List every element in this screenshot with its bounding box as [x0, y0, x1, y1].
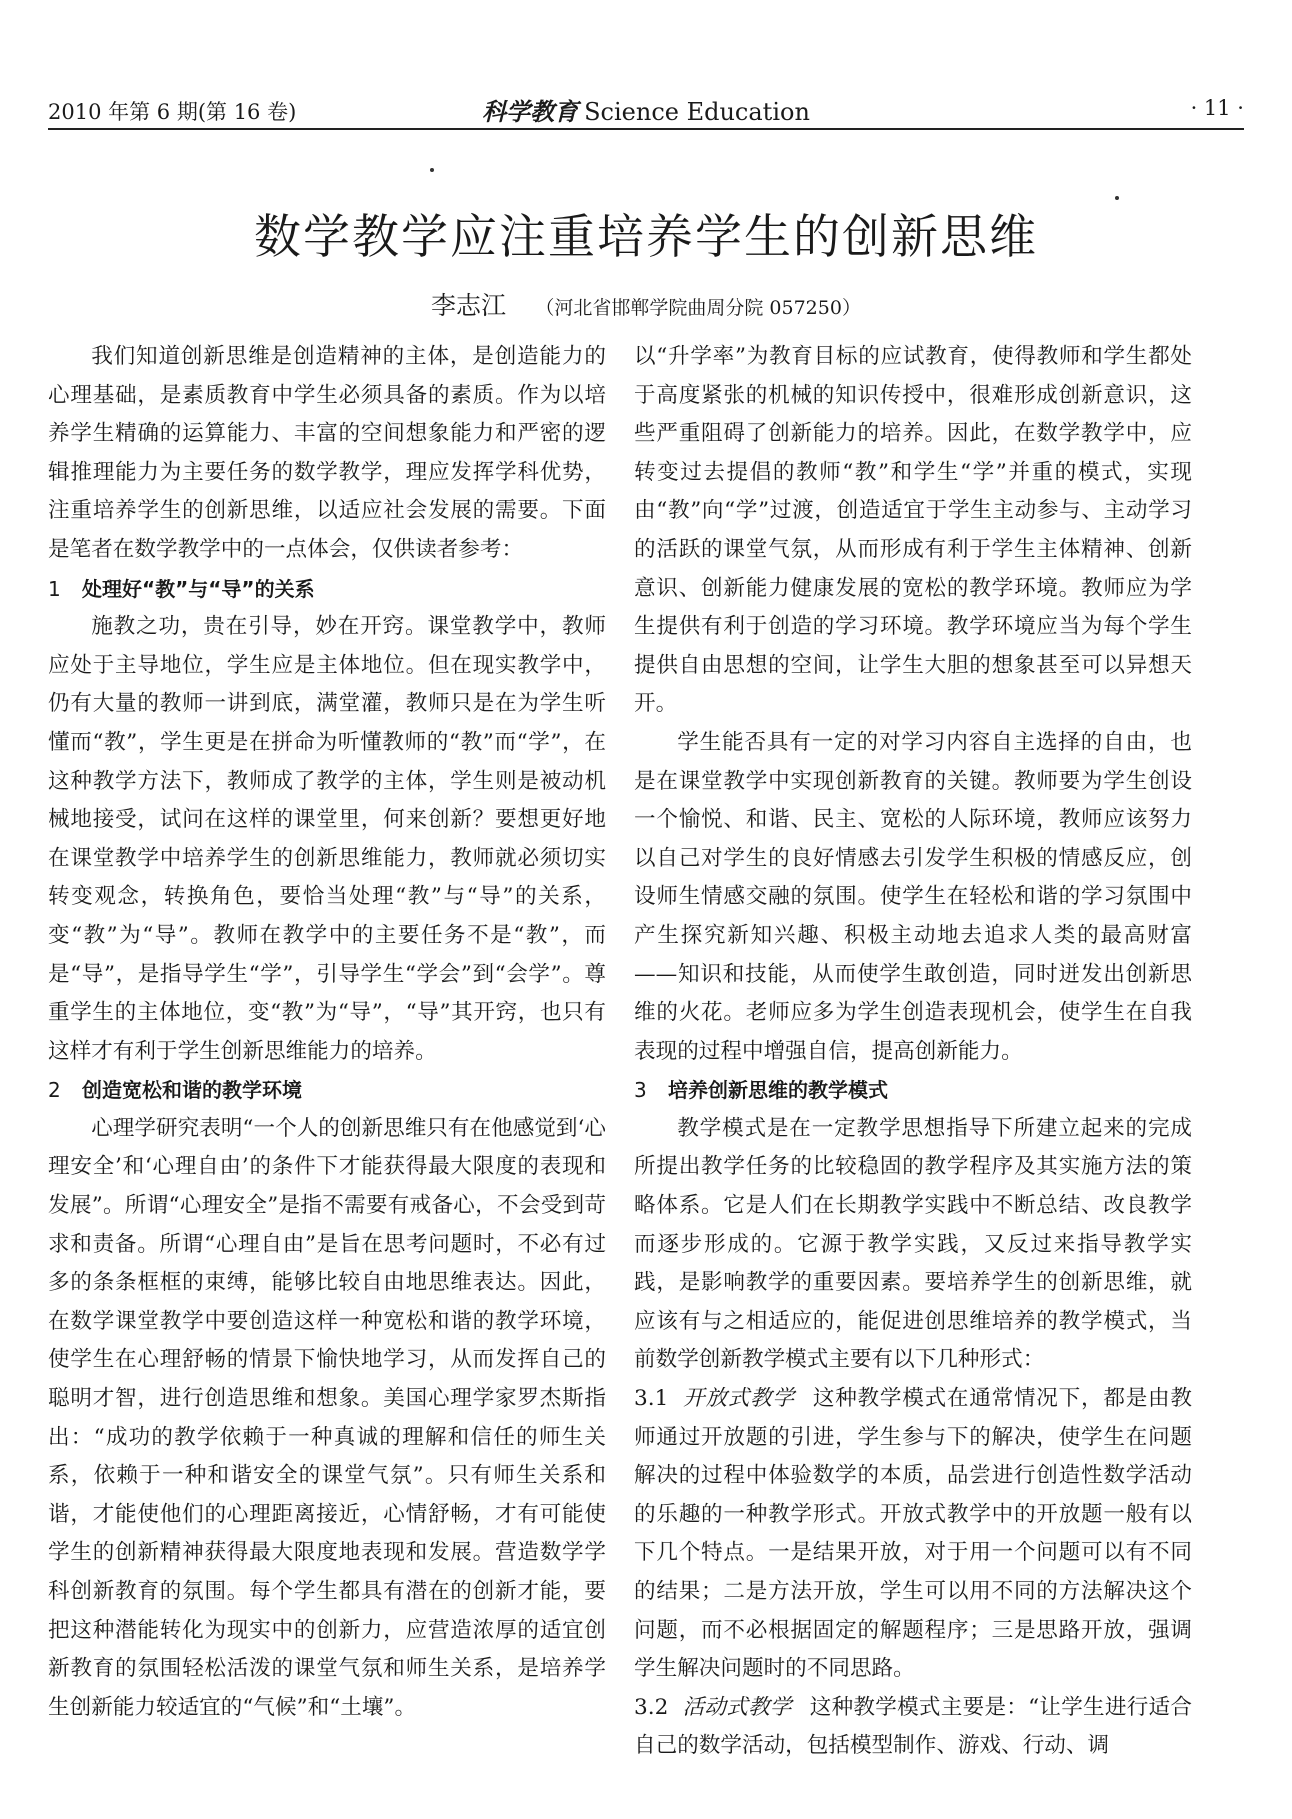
body-paragraph: 学生能否具有一定的对学习内容自主选择的自由，也是在课堂教学中实现创新教育的关键。教师要为学生创设一个愉悦、和谐、民主、宽松的人际环境，教师应该努力以自己对学生的良好情感去引发学生积极的情感反应，创设师生情感交融的氛围。使学生在轻松和谐的学习氛围中产生探究新知兴趣、积极主动地去追求人类的最高财富——知识和技能，从而使学生敢创造，同时迸发出创新思维的火花。老师应多为学生创造表现机会，使学生在自我表现的过程中增强自信，提高创新能力。 — [634, 729, 1192, 1064]
left-column — [48, 338, 606, 1727]
section-heading-3 — [634, 1071, 1192, 1110]
body-paragraph: 教学模式是在一定教学思想指导下所建立起来的完成所提出教学任务的比较稳固的教学程序及其实施方法的策略体系。它是人们在长期教学实践中不断总结、改良教学而逐步形成的。它源于教学实践，又反过来指导教学实践，是影响教学的重要因素。要培养学生的创新思维，就应该有与之相适应的，能促进创思维培养的教学模式，当前数学创新教学模式主要有以下几种形式： — [634, 1115, 1192, 1373]
page-number: · 11 · — [1190, 96, 1244, 120]
body-paragraph: 心理学研究表明“一个人的创新思维只有在他感觉到‘心理安全’和‘心理自由’的条件下才能获得最大限度的表现和发展”。所谓“心理安全”是指不需要有戒备心，不会受到苛求和责备。所谓“心理自由”是旨在思考问题时，不必有过多的条条框框的束缚，能够比较自由地思维表达。因此，在数学课堂教学中要创造这样一种宽松和谐的教学环境，使学生在心理舒畅的情景下愉快地学习，从而发挥自己的聪明才智，进行创造思维和想象。美国心理学家罗杰斯指出：“成功的教学依赖于一种真诚的理解和信任的师生关系，依赖于一种和谐安全的课堂气氛”。只有师生关系和谐，才能使他们的心理距离接近，心情舒畅，才有可能使学生的创新精神获得最大限度地表现和发展。营造数学学科创新教育的氛围。每个学生都具有潜在的创新才能，要把这种潜能转化为现实中的创新力，应营造浓厚的适宜创新教育的氛围轻松活泼的课堂气氛和师生关系，是培养学生创新能力较适宜的“气候”和“土壤”。 — [48, 1115, 606, 1720]
section-number: 3 — [634, 1078, 647, 1103]
section-title: 培养创新思维的教学模式 — [668, 1078, 888, 1103]
section-number: 1 — [48, 576, 61, 601]
print-speck — [430, 168, 434, 172]
section-heading-1 — [48, 570, 606, 609]
journal-brand-en: Science Education — [584, 98, 810, 126]
body-paragraph: 施教之功，贵在引导，妙在开窍。课堂教学中，教师应处于主导地位，学生应是主体地位。但在现实教学中，仍有大量的教师一讲到底，满堂灌，教师只是在为学生听懂而“教”，学生更是在拼命为听懂教师的“教”而“学”，在这种教学方法下，教师成了教学的主体，学生则是被动机械地接受，试问在这样的课堂里，何来创新？要想更好地在课堂教学中培养学生的创新思维能力，教师就必须切实转变观念，转换角色，要恰当处理“教”与“导”的关系，变“教”为“导”。教师在教学中的主要任务不是“教”，而是“导”，是指导学生“学”，引导学生“学会”到“会学”。尊重学生的主体地位，变“教”为“导”，“导”其开窍，也只有这样才有利于学生创新思维能力的培养。 — [48, 614, 606, 1064]
section-title: 处理好“教”与“导”的关系 — [82, 576, 315, 601]
subsection-3-1 — [634, 1380, 1192, 1689]
intro-paragraph: 我们知道创新思维是创造精神的主体，是创造能力的心理基础，是素质教育中学生必须具备的素质。作为以培养学生精确的运算能力、丰富的空间想象能力和严密的逻辑推理能力为主要任务的数学教学，理应发挥学科优势，注重培养学生的创新思维，以适应社会发展的需要。下面是笔者在数学教学中的一点体会，仅供读者参考： — [48, 344, 606, 562]
subsection-3-2 — [634, 1689, 1192, 1766]
body-paragraph-continued: 以“升学率”为教育目标的应试教育，使得教师和学生都处于高度紧张的机械的知识传授中，很难形成创新意识，这些严重阻碍了创新能力的培养。因此，在数学教学中，应转变过去提倡的教师“教”和学生“学”并重的模式，实现由“教”向“学”过渡，创造适宜于学生主动参与、主动学习的活跃的课堂气氛，从而形成有利于学生主体精神、创新意识、创新能力健康发展的宽松的教学环境。教师应为学生提供有利于创造的学习环境。教学环境应当为每个学生提供自由思想的空间，让学生大胆的想象甚至可以异想天开。 — [634, 344, 1192, 717]
section-number: 2 — [48, 1078, 61, 1103]
journal-name — [48, 92, 1244, 127]
subsection-text: 这种教学模式主要是：“让学生进行适合自己的数学活动，包括模型制作、游戏、行动、调 — [634, 1694, 1192, 1759]
author-affiliation: （河北省邯郸学院曲周分院 057250） — [535, 297, 861, 319]
subsection-title: 开放式教学 — [682, 1386, 795, 1412]
subsection-text: 这种教学模式在通常情况下，都是由教师通过开放题的引进，学生参与下的解决，使学生在问题解决的过程中体验数学的本质，品尝进行创造性数学活动的乐趣的一种教学形式。开放式教学中的开放题一般有以下几个特点。一是结果开放，对于用一个问题可以有不同的结果；二是方法开放，学生可以用不同的方法解决这个问题，而不必根据固定的解题程序；三是思路开放，强调学生解决问题时的不同思路。 — [634, 1386, 1192, 1682]
right-column — [634, 338, 1192, 1766]
subsection-number: 3.1 — [634, 1386, 669, 1412]
running-header — [48, 88, 1244, 130]
subsection-title: 活动式教学 — [682, 1694, 792, 1720]
journal-brand: 科学教育 — [482, 97, 579, 126]
subsection-number: 3.2 — [634, 1694, 669, 1720]
section-title: 创造宽松和谐的教学环境 — [82, 1078, 302, 1103]
byline — [0, 286, 1292, 322]
article-title: 数学教学应注重培养学生的创新思维 — [254, 210, 1038, 265]
author-name: 李志江 — [431, 291, 507, 320]
issue-info: 2010 年第 6 期(第 16 卷) — [48, 100, 297, 124]
section-heading-2 — [48, 1071, 606, 1110]
